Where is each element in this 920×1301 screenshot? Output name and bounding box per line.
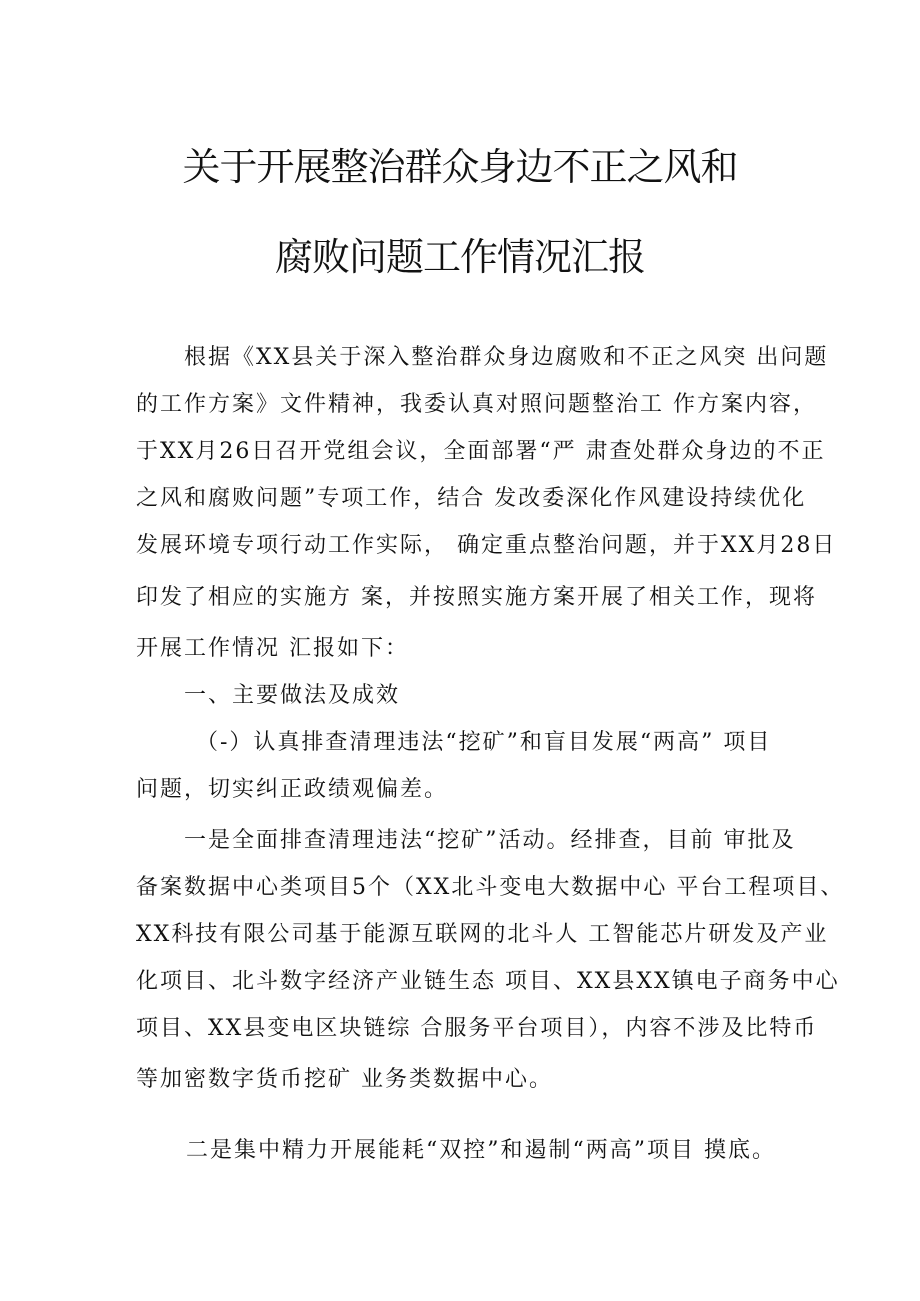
body-line: 之风和腐败问题”专项工作，结合 发改委深化作风建设持续优化: [136, 486, 807, 511]
section-heading: 一、主要做法及成效: [184, 683, 401, 708]
document-title-line-2: 腐败问题工作情况汇报: [274, 235, 645, 279]
body-line: 化项目、北斗数字经济产业链生态 项目、XX县XX镇电子商务中心: [136, 969, 840, 994]
body-line: 一是全面排查清理违法“挖矿”活动。经排查，目前 审批及: [184, 828, 796, 853]
body-line: 备案数据中心类项目5个（XX北斗变电大数据中心 平台工程项目、: [136, 875, 845, 900]
body-line: 于XX月26日召开党组会议，全面部署“严 肃查处群众身边的不正: [136, 439, 826, 464]
body-line: 二是集中精力开展能耗“双控”和遏制“两高”项目 摸底。: [186, 1138, 776, 1163]
subsection-heading: （-）认真排查清理违法“挖矿”和盲目发展“两高” 项目: [196, 730, 772, 755]
body-line: 的工作方案》文件精神，我委认真对照问题整治工 作方案内容，: [136, 392, 817, 417]
body-line: 开展工作情况 汇报如下：: [136, 636, 409, 661]
body-line: 问题，切实纠正政绩观偏差。: [136, 777, 449, 802]
document-title-line-1: 关于开展整治群众身边不正之风和: [182, 145, 738, 189]
body-line: 项目、XX县变电区块链综 合服务平台项目），内容不涉及比特币: [136, 1016, 818, 1041]
body-line: 印发了相应的实施方 案，并按照实施方案开展了相关工作，现将: [136, 585, 817, 610]
body-line: 等加密数字货币挖矿 业务类数据中心。: [136, 1067, 553, 1092]
body-line: 发展环境专项行动工作实际， 确定重点整治问题，并于XX月28日: [136, 533, 837, 558]
body-line: 根据《XX县关于深入整治群众身边腐败和不正之风突 出问题: [184, 345, 829, 370]
body-line: XX科技有限公司基于能源互联网的北斗人 工智能芯片研发及产业: [136, 922, 829, 947]
